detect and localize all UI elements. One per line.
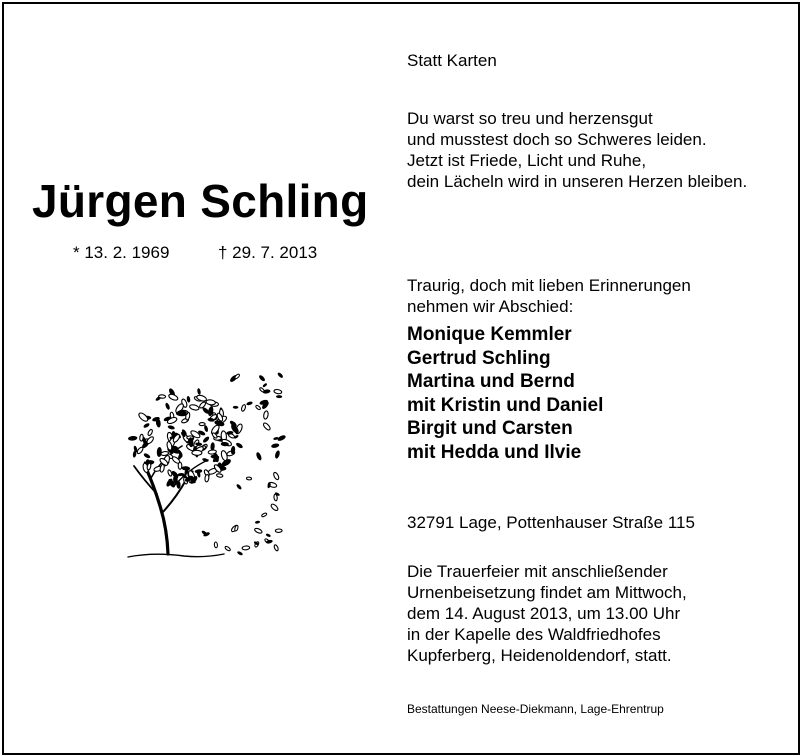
mourners-intro-line: nehmen wir Abschied:: [407, 297, 574, 316]
mourner-name: Birgit und Carsten: [407, 418, 573, 439]
mourners-intro: [407, 275, 691, 317]
ceremony-line: dem 14. August 2013, um 13.00 Uhr: [407, 604, 681, 623]
ceremony-line: in der Kapelle des Waldfriedhofes: [407, 625, 661, 644]
poem-line: Du warst so treu und herzensgut: [407, 109, 653, 128]
mourner-name: Gertrud Schling: [407, 347, 551, 369]
poem: [407, 108, 747, 192]
mourners-names: [407, 323, 603, 464]
ceremony-info: [407, 561, 687, 666]
ceremony-line: Urnenbeisetzung findet am Mittwoch,: [407, 583, 687, 602]
address: 32791 Lage, Pottenhauser Straße 115: [407, 513, 695, 532]
statt-karten: Statt Karten: [407, 51, 497, 70]
poem-line: dein Lächeln wird in unseren Herzen bleiben.: [407, 172, 748, 191]
mourner-name: mit Hedda und Ilvie: [407, 441, 582, 463]
mourner-name: mit Kristin und Daniel: [407, 394, 604, 416]
mourner-name: Martina und Bernd: [407, 371, 575, 392]
mourner-name: Monique Kemmler: [407, 324, 572, 345]
windswept-tree-icon: [124, 368, 286, 568]
death-date: † 29. 7. 2013: [218, 243, 318, 262]
mourners-intro-line: Traurig, doch mit lieben Erinnerungen: [407, 276, 691, 295]
birth-date: * 13. 2. 1969: [73, 243, 170, 262]
poem-line: und musstest doch so Schweres leiden.: [407, 130, 707, 149]
deceased-name: Jürgen Schling: [32, 175, 369, 227]
ceremony-line: Die Trauerfeier mit anschließender: [407, 562, 668, 581]
poem-line: Jetzt ist Friede, Licht und Ruhe,: [407, 151, 647, 170]
undertaker: Bestattungen Neese-Diekmann, Lage-Ehrentrup: [407, 702, 664, 716]
tree-leaves: [128, 372, 286, 556]
ceremony-line: Kupferberg, Heidenoldendorf, statt.: [407, 646, 672, 665]
